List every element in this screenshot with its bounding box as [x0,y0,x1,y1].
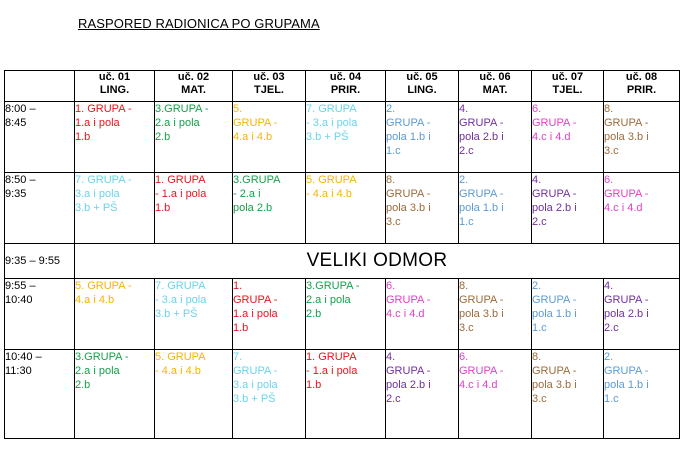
group-cell: 7. GRUPA - 3.a i pola 3.b + PŠ [155,279,233,350]
group-cell: 4. GRUPA - pola 2.b i 2.c [604,279,680,350]
header-row [5,71,680,102]
group-cell: 1. GRUPA - 1.a i pola 1.b [233,279,306,350]
group-cell: 4. GRUPA - pola 2.b i 2.c [386,350,459,439]
group-cell: 1. GRUPA - 1.a i pola 1.b [75,102,155,173]
table-row [5,350,680,439]
group-cell: 2. GRUPA - pola 1.b i 1.c [386,102,459,173]
group-cell: 7. GRUPA - 3.a i pola 3.b + PŠ [233,350,306,439]
group-cell: 1. GRUPA - 1.a i pola 1.b [306,350,386,439]
group-cell: 4. GRUPA - pola 2.b i 2.c [459,102,532,173]
header-cell: uč. 01 LING. [75,71,155,102]
time-cell: 8:00 – 8:45 [5,102,75,173]
group-cell: 6. GRUPA - 4.c i 4.d [386,279,459,350]
group-cell: 5. GRUPA - 4.a i 4.b [233,102,306,173]
group-cell: 8. GRUPA - pola 3.b i 3.c [386,173,459,244]
schedule-table [4,70,680,439]
group-cell: 4. GRUPA - pola 2.b i 2.c [532,173,604,244]
group-cell: 6. GRUPA - 4.c i 4.d [459,350,532,439]
header-cell: uč. 06 MAT. [459,71,532,102]
group-cell: 5. GRUPA - 4.a i 4.b [306,173,386,244]
group-cell: 8. GRUPA - pola 3.b i 3.c [604,102,680,173]
group-cell: 2. GRUPA - pola 1.b i 1.c [532,279,604,350]
group-cell: 3.GRUPA - 2.a i pola 2.b [155,102,233,173]
group-cell: 3.GRUPA - 2.a i pola 2.b [306,279,386,350]
group-cell: 8. GRUPA - pola 3.b i 3.c [532,350,604,439]
header-cell: uč. 08 PRIR. [604,71,680,102]
header-cell: uč. 05 LING. [386,71,459,102]
group-cell: 3.GRUPA - 2.a i pola 2.b [233,173,306,244]
break-time: 9:35 – 9:55 [5,244,75,279]
group-cell: 7. GRUPA - 3.a i pola 3.b + PŠ [306,102,386,173]
table-row [5,279,680,350]
group-cell: 1. GRUPA - 1.a i pola 1.b [155,173,233,244]
header-cell: uč. 02 MAT. [155,71,233,102]
corner-cell [5,71,75,102]
time-cell: 10:40 – 11:30 [5,350,75,439]
group-cell: 2. GRUPA - pola 1.b i 1.c [604,350,680,439]
table-row [5,173,680,244]
group-cell: 2. GRUPA - pola 1.b i 1.c [459,173,532,244]
header-cell: uč. 04 PRIR. [306,71,386,102]
table-row [5,102,680,173]
break-label: VELIKI ODMOR [75,244,680,279]
group-cell: 5. GRUPA - 4.a i 4.b [155,350,233,439]
header-cell: uč. 03 TJEL. [233,71,306,102]
time-cell: 8:50 – 9:35 [5,173,75,244]
group-cell: 6. GRUPA - 4.c i 4.d [532,102,604,173]
time-cell: 9:55 – 10:40 [5,279,75,350]
group-cell: 6. GRUPA - 4.c i 4.d [604,173,680,244]
group-cell: 7. GRUPA - 3.a i pola 3.b + PŠ [75,173,155,244]
group-cell: 5. GRUPA - 4.a i 4.b [75,279,155,350]
page-title: RASPORED RADIONICA PO GRUPAMA [78,16,320,31]
group-cell: 3.GRUPA - 2.a i pola 2.b [75,350,155,439]
break-row [5,244,680,279]
header-cell: uč. 07 TJEL. [532,71,604,102]
group-cell: 8. GRUPA - pola 3.b i 3.c [459,279,532,350]
